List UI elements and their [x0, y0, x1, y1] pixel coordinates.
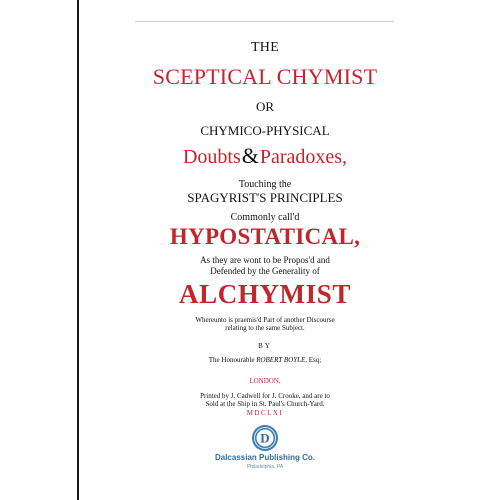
author-prefix: The Honourable: [208, 356, 255, 364]
imprint-sold: Sold at the Ship in St. Paul's Church-Yard.: [205, 400, 325, 408]
subtitle-paradoxes: Paradoxes,: [259, 146, 348, 168]
author-by: BY: [258, 342, 272, 350]
book-title: SCEPTICAL CHYMIST: [152, 64, 378, 89]
subtitle-chymico-physical: CHYMICO-PHYSICAL: [200, 123, 330, 138]
subtitle-hypostatical: HYPOSTATICAL,: [169, 224, 361, 249]
publisher-name: Dalcassian Publishing Co.: [214, 453, 316, 462]
page-edge-rule: [77, 0, 79, 500]
publisher-logo-icon: [251, 424, 279, 452]
publisher-logo-letter: D: [260, 430, 270, 446]
publisher-location: Philadelphia, PA: [246, 464, 284, 470]
imprint-printed: Printed by J. Cadwell for J. Crooke, and are to: [200, 392, 330, 400]
top-divider: [135, 21, 394, 22]
title-article: THE: [250, 40, 280, 55]
subtitle-doubts-paradoxes: [140, 145, 390, 167]
subtitle-alchymist: ALCHYMIST: [179, 279, 351, 309]
author-line: [140, 357, 390, 364]
subtitle-commonly: Commonly call'd: [230, 212, 300, 223]
subtitle-ampersand: &: [241, 143, 259, 168]
subtitle-relating: relating to the same Subject.: [225, 324, 305, 332]
author-suffix: Esq;: [308, 356, 322, 364]
subtitle-doubts: Doubts: [182, 146, 241, 168]
subtitle-touching: Touching the: [238, 179, 292, 190]
imprint-city: LONDON,: [249, 377, 281, 385]
title-or: OR: [255, 99, 275, 114]
subtitle-spagyrist: SPAGYRIST'S PRINCIPLES: [187, 190, 343, 205]
subtitle-defended: Defended by the Generality of: [210, 266, 320, 276]
author-name: ROBERT BOYLE,: [256, 356, 308, 364]
subtitle-as-they: As they are wont to be Propos'd and: [200, 255, 330, 265]
subtitle-whereunto: Whereunto is praemis'd Part of another Discourse: [195, 316, 335, 324]
imprint-date: MDCLXI: [246, 409, 284, 417]
